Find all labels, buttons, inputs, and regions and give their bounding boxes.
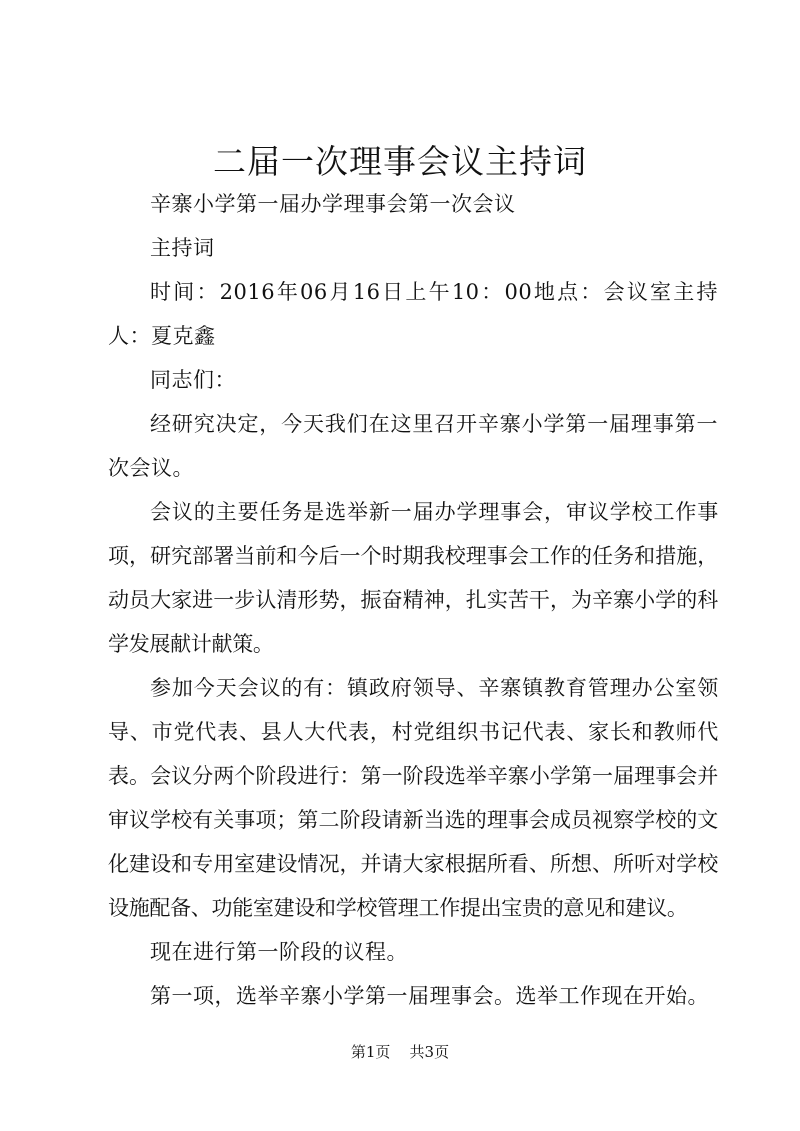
page-number: 第1页 [350,1043,391,1061]
total-pages: 共3页 [409,1043,450,1061]
paragraph-attendees-agenda: 参加今天会议的有：镇政府领导、辛寨镇教育管理办公室领导、市党代表、县人大代表，村党组织书记代表、家长和教师代表。会议分两个阶段进行：第一阶段选举辛寨小学第一届理事会并审议学校有关事项；第二阶段请新当选的理事会成员视察学校的文化建设和专用室建设情况，并请大家根据所看、所想、所听对学校设施配备、功能室建设和学校管理工作提出宝贵的意见和建议。 [108,676,718,920]
paragraph-first-stage: 现在进行第一阶段的议程。 [150,940,408,964]
paragraph-greeting: 同志们： [150,368,236,392]
paragraph-time-location-host: 时间：2016年06月16日上午10：00地点：会议室主持人：夏克鑫 [108,280,718,348]
paragraph-meeting-name: 辛寨小学第一届办学理事会第一次会议 [150,192,516,216]
paragraph-main-task: 会议的主要任务是选举新一届办学理事会，审议学校工作事项，研究部署当前和今后一个时期我校理事会工作的任务和措施，动员大家进一步认清形势，振奋精神，扎实苦干，为辛寨小学的科学发展献计献策。 [108,500,718,656]
paragraph-subtitle: 主持词 [150,236,215,260]
paragraph-election-start: 第一项，选举辛寨小学第一届理事会。选举工作现在开始。 [150,984,709,1008]
page-separator [395,1043,405,1061]
document-title: 二届一次理事会议主持词 [213,142,587,181]
document-body [108,182,718,1018]
paragraph-opening: 经研究决定，今天我们在这里召开辛寨小学第一届理事第一次会议。 [108,412,718,480]
page-footer [0,1042,800,1062]
